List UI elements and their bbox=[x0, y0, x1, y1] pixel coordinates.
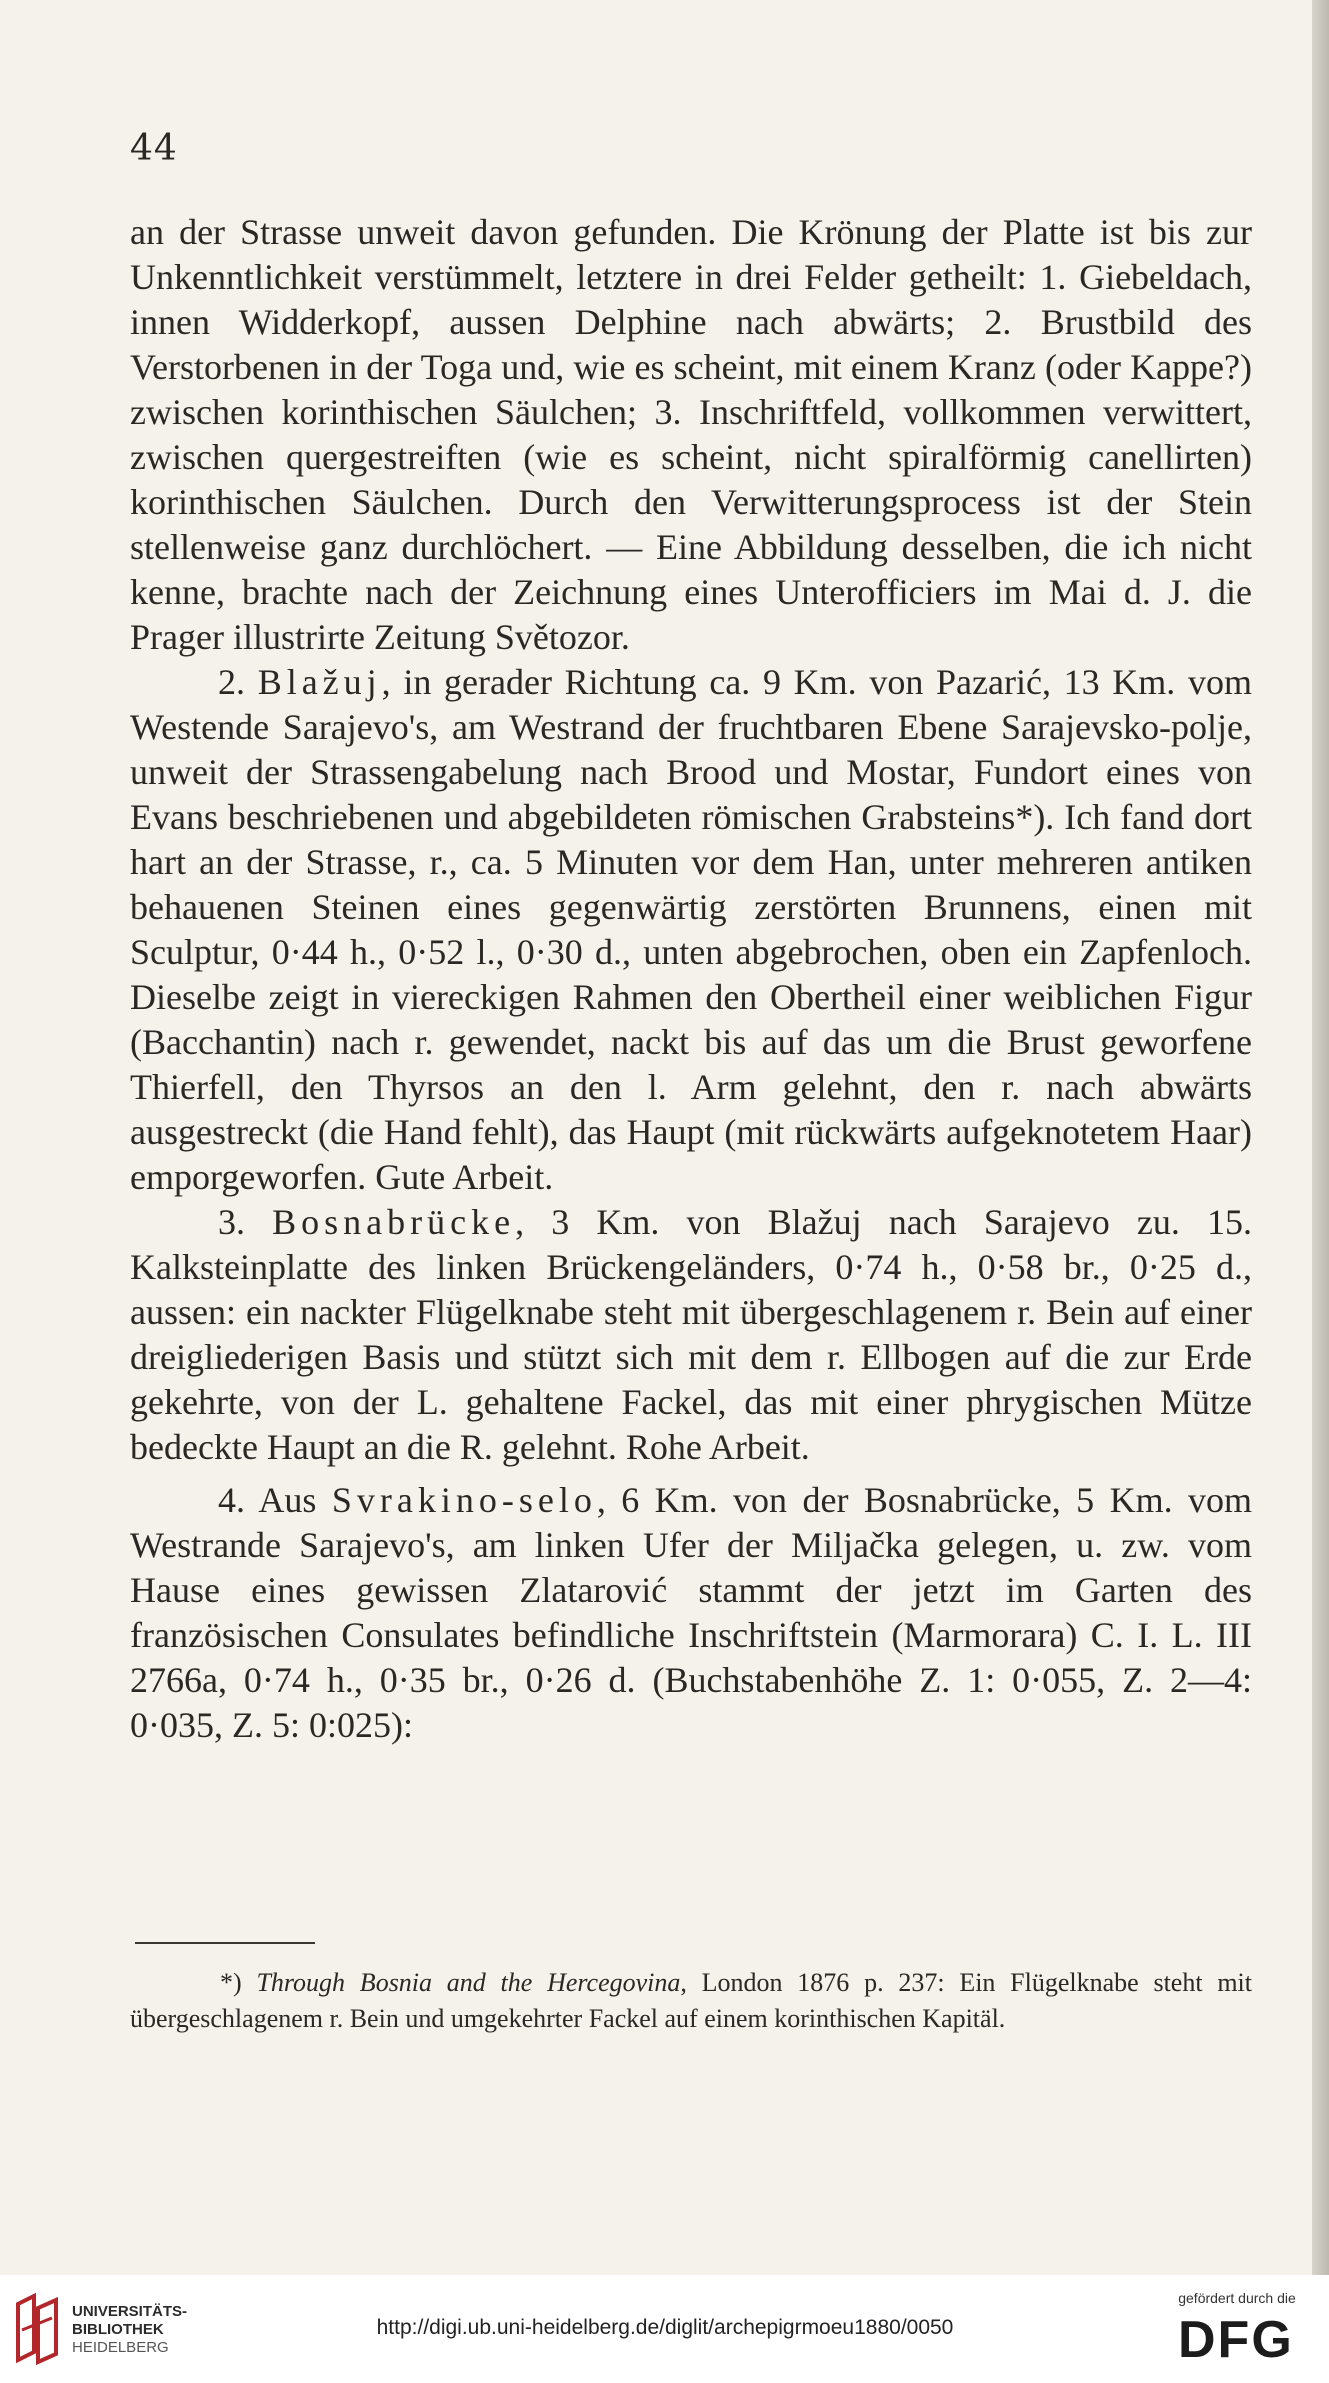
footnote bbox=[130, 1965, 1252, 2037]
paragraph-2-text: , in gerader Richtung ca. 9 Km. von Pazarić, 13 Km. vom Westende Sarajevo's, am Westrand der fruchtbaren Ebene Sarajevsko-polje, unweit der Strassengabelung nach Brood und Mostar, Fundort eines von Evans beschriebenen und abgebildeten römischen Grabsteins*). Ich fand dort hart an der Strasse, r., ca. 5 Minuten vor dem Han, unter mehreren antiken behauenen Steinen eines gegenwärtig zerstörten Brunnens, einen mit Sculptur, 0·44 h., 0·52 l., 0·30 d., unten abgebrochen, oben ein Zapfenloch. Dieselbe zeigt in viereckigen Rahmen den Obertheil einer weiblichen Figur (Bacchantin) nach r. gewendet, nackt bis auf das um die Brust geworfene Thierfell, den Thyrsos an den l. Arm gelehnt, den r. nach abwärts ausgestreckt (die Hand fehlt), das Haupt (mit rückwärts aufgeknotetem Haar) emporgeworfen. Gute Arbeit. bbox=[130, 662, 1252, 1197]
paragraph-2-number: 2. bbox=[218, 662, 245, 702]
page-edge-shadow bbox=[1312, 0, 1329, 2275]
sponsor-caption: gefördert durch die bbox=[1178, 2290, 1296, 2306]
page-number: 44 bbox=[130, 128, 178, 169]
library-name-line1: UNIVERSITÄTS- bbox=[72, 2303, 188, 2320]
paragraph-3-place: Bosnabrücke bbox=[272, 1202, 516, 1242]
paragraph-4-text: , 6 Km. von der Bosnabrücke, 5 Km. vom Westrande Sarajevo's, am linken Ufer der Miljačka gelegen, u. zw. vom Hause eines gewissen Zlatarović stammt der jetzt im Garten des französischen Consulates befindliche Inschriftstein (Marmorara) C. I. L. III 2766a, 0·74 h., 0·35 br., 0·26 d. (Buchstabenhöhe Z. 1: 0·055, Z. 2—4: 0·035, Z. 5: 0:025): bbox=[130, 1480, 1253, 1745]
library-name-line3: HEIDELBERG bbox=[72, 2339, 169, 2356]
library-name-line2: BIBLIOTHEK bbox=[72, 2321, 164, 2338]
footnote-divider bbox=[135, 1942, 315, 1944]
paragraph-3-text: , 3 Km. von Blažuj nach Sarajevo zu. 15. Kalksteinplatte des linken Brückengeländers, 0·74 h., 0·58 br., 0·25 d., aussen: ein nackter Flügelknabe steht mit übergeschlagenem r. Bein auf einer dreigliederigen Basis und stützt sich mit dem r. Ellbogen auf die zur Erde gekehrte, von der L. gehaltene Fackel, das mit einer phrygischen Mütze bedeckte Haupt an die R. gelehnt. Rohe Arbeit. bbox=[130, 1202, 1253, 1467]
university-library-logo[interactable] bbox=[12, 2290, 64, 2368]
paragraph-1-text: an der Strasse unweit davon gefunden. Die Krönung der Platte ist bis zur Unkenntlichkeit verstümmelt, letztere in drei Felder getheilt: 1. Giebeldach, innen Widderkopf, aussen Delphine nach abwärts; 2. Brustbild des Verstorbenen in der Toga und, wie es scheint, mit einem Kranz (oder Kappe?) zwischen korinthischen Säulchen; 3. Inschriftfeld, vollkommen verwittert, zwischen quergestreiften (wie es scheint, nicht spiralförmig canellirten) korinthischen Säulchen. Durch den Verwitterungsprocess ist der Stein stellenweise ganz durchlöchert. — Eine Abbildung desselben, die ich nicht kenne, brachte nach der Zeichnung eines Unterofficiers im Mai d. J. die Prager illustrirte Zeitung Světozor. bbox=[130, 212, 1252, 657]
paragraph-3-number: 3. bbox=[218, 1202, 245, 1242]
paragraph-1 bbox=[130, 210, 1252, 660]
paragraph-4-number: 4. Aus bbox=[218, 1480, 317, 1520]
body-text bbox=[130, 210, 1252, 1748]
paragraph-4-place: Svrakino-selo bbox=[331, 1480, 597, 1520]
footnote-text: , London 1876 p. 237: Ein Flügelknabe steht mit übergeschlagenem r. Bein und umgekehrter Fackel auf einem korinthischen Kapitäl. bbox=[130, 1968, 1253, 2033]
paragraph-4 bbox=[130, 1478, 1252, 1748]
footnote-title: Through Bosnia and the Hercegovina bbox=[256, 1968, 681, 1997]
permalink-url[interactable]: http://digi.ub.uni-heidelberg.de/diglit/archepigrmoeu1880/0050 bbox=[376, 2316, 954, 2339]
dfg-logo[interactable]: DFG bbox=[1178, 2311, 1294, 2369]
paragraph-2 bbox=[130, 660, 1252, 1200]
library-name bbox=[72, 2303, 187, 2357]
footnote-marker: *) bbox=[220, 1968, 242, 1997]
paragraph-3 bbox=[130, 1200, 1252, 1470]
paragraph-2-place: Blažuj bbox=[257, 662, 382, 702]
